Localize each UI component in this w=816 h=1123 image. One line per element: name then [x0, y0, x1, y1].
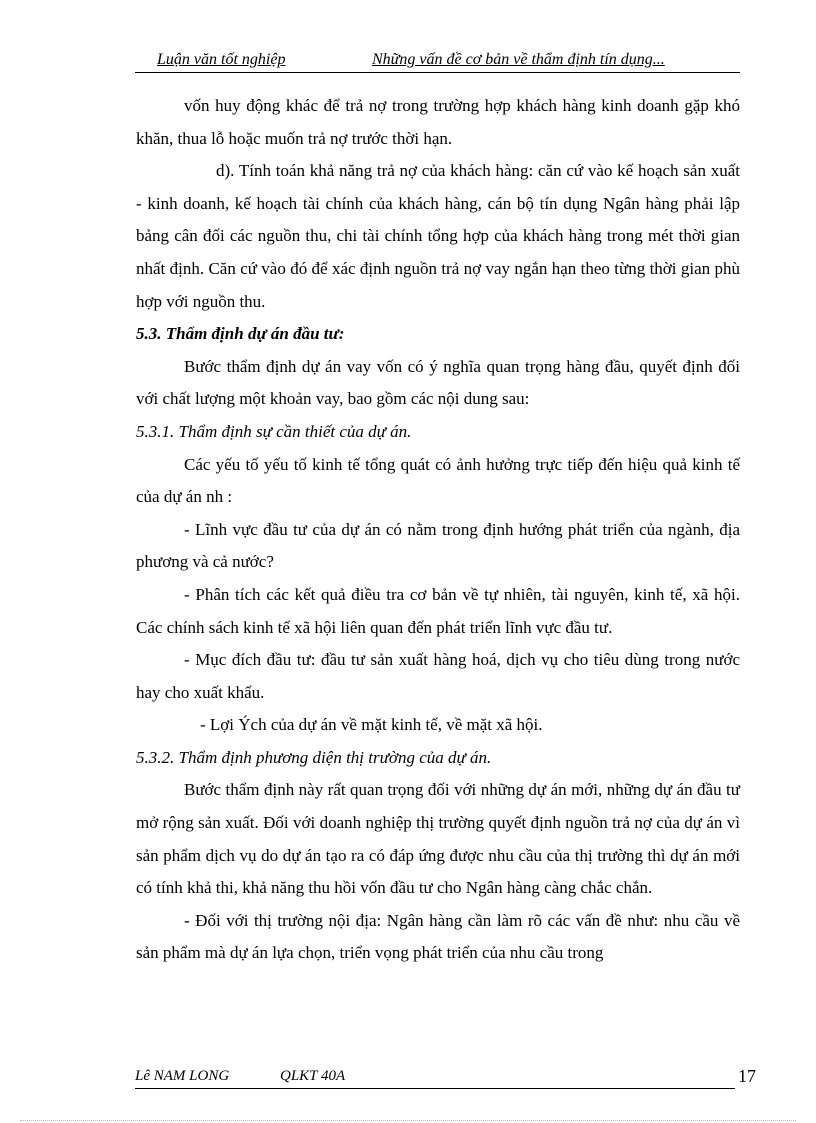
footer-author: Lê NAM LONG: [135, 1068, 230, 1084]
list-item: - Đối với thị trường nội địa: Ngân hàng cần làm rõ các vấn đề như: nhu cầu về sản phẩm mà dự án lựa chọn, triển vọng phát triển của nhu cầu trong: [136, 910, 740, 963]
page-number: 17: [738, 1066, 756, 1086]
header-topic-title: Những vấn đề cơ bản về thẩm định tín dụng...: [372, 51, 665, 68]
document-body: [136, 90, 740, 970]
paragraph: vốn huy động khác để trả nợ trong trường hợp khách hàng kinh doanh gặp khó khăn, thua lỗ hoặc muốn trả nợ trước thời hạn.: [136, 96, 740, 148]
page-footer: [135, 1068, 735, 1089]
page-bottom-divider: [20, 1120, 796, 1121]
footer-class: QLKT 40A: [280, 1068, 346, 1084]
list-item: - Lĩnh vực đầu tư của dự án có nằm trong định hướng phát triển của ngành, địa phương và cả nước?: [136, 519, 740, 572]
section-heading-5-3-2: 5.3.2. Thẩm định phương diện thị trường của dự án.: [136, 747, 492, 767]
header-thesis-label: Luận văn tốt nghiệp: [157, 51, 286, 68]
list-item: - Lợi Ých của dự án về mặt kinh tế, về mặt xã hội.: [200, 715, 543, 735]
list-item: - Mục đích đầu tư: đầu tư sản xuất hàng hoá, dịch vụ cho tiêu dùng trong nước hay cho xuất khẩu.: [136, 650, 740, 702]
paragraph: Bước thẩm định này rất quan trọng đối với những dự án mới, những dự án đầu tư mở rộng sản xuất. Đối với doanh nghiệp thị trường quyết định nguồn trả nợ của dự án vì sản phẩm dịch vụ do dự án tạo ra có đáp ứng được nhu cầu của thị trường thì dự án mới có tính khả thi, khả năng thu hồi vốn đầu tư cho Ngân hàng càng chắc chắn.: [136, 780, 740, 898]
section-heading-5-3: 5.3. Thẩm định dự án đầu tư:: [136, 324, 345, 344]
list-item: - Phân tích các kết quả điều tra cơ bản về tự nhiên, tài nguyên, kinh tế, xã hội. Các chính sách kinh tế xã hội liên quan đến phát triển lĩnh vực đầu tư.: [136, 584, 740, 637]
section-heading-5-3-1: 5.3.1. Thẩm định sự cần thiết của dự án.: [136, 421, 412, 441]
page-header: [135, 50, 740, 73]
paragraph: Bước thẩm định dự án vay vốn có ý nghĩa quan trọng hàng đầu, quyết định đối với chất lượng một khoản vay, bao gồm các nội dung sau:: [136, 356, 740, 409]
paragraph: d). Tính toán khả năng trả nợ của khách hàng: căn cứ vào kế hoạch sản xuất - kinh doanh, kế hoạch tài chính của khách hàng, cán bộ tín dụng Ngân hàng phải lập bảng cân đối các nguồn thu, chi tài chính tổng hợp của khách hàng trong mét thời gian nhất định. Căn cứ vào đó để xác định nguồn trả nợ vay ngắn hạn theo từng thời gian phù hợp với nguồn thu.: [136, 161, 740, 311]
paragraph: Các yếu tố yếu tố kinh tế tổng quát có ảnh hưởng trực tiếp đến hiệu quả kinh tế của dự án nh :: [136, 454, 740, 507]
